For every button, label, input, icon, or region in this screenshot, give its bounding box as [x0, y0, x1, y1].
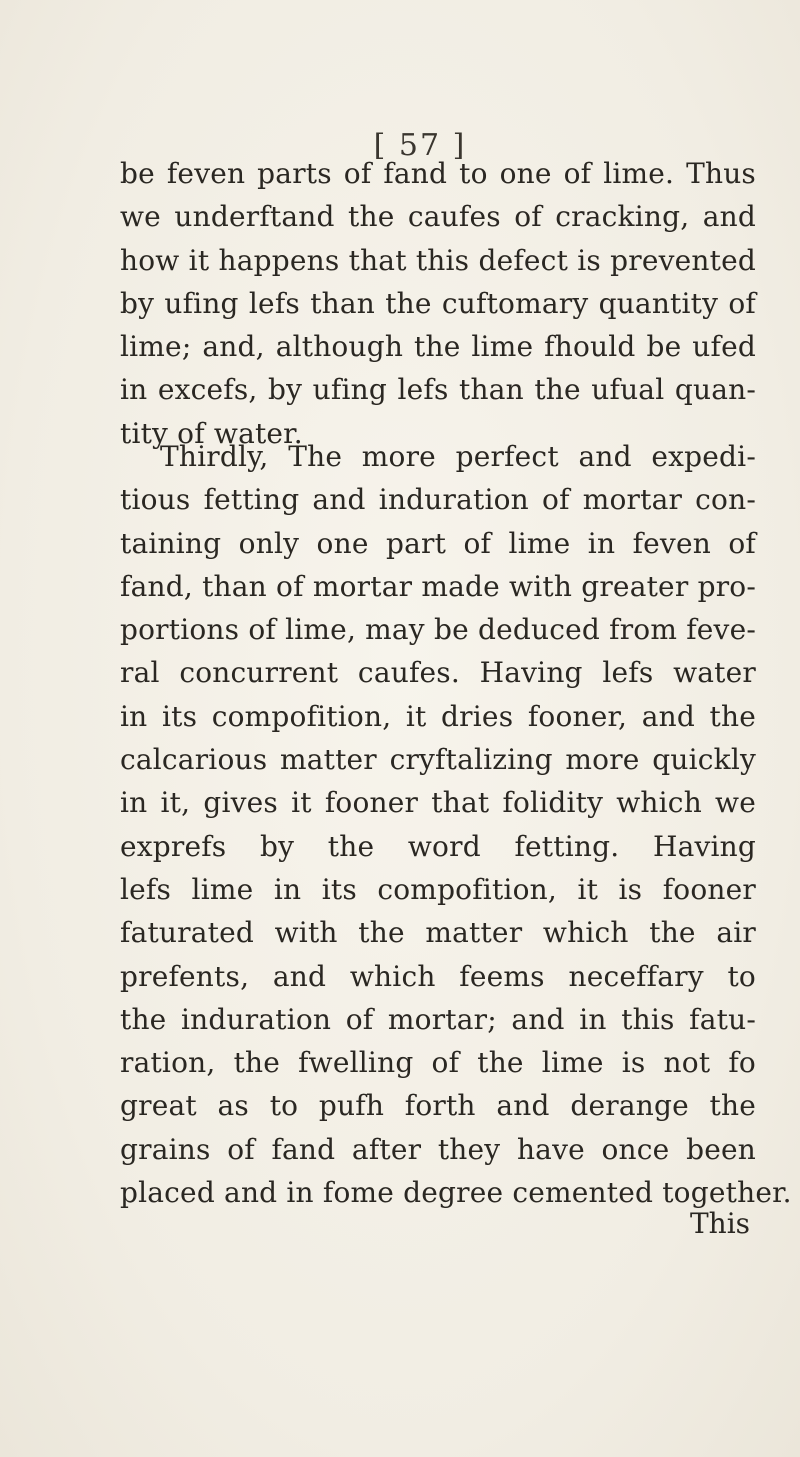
- text-line: exprefs by the word fetting. Having: [120, 829, 756, 863]
- text-line: Thirdly, The more perfect and expedi-: [160, 440, 756, 473]
- text-line: fand, than of mortar made with greater pro-: [120, 569, 756, 603]
- text-line: in it, gives it fooner that folidity which we: [120, 786, 756, 820]
- page-number: [ 57 ]: [373, 128, 467, 163]
- text-line: lime; and, although the lime fhould be ufed: [120, 330, 756, 364]
- text-line: how it happens that this defect is prevented: [120, 243, 756, 277]
- text-line: faturated with the matter which the air: [120, 916, 756, 950]
- text-line: in its compofition, it dries fooner, and the: [120, 699, 756, 733]
- text-line: great as to pufh forth and derange the: [120, 1089, 756, 1123]
- text-line: ral concurrent caufes. Having lefs water: [120, 656, 756, 690]
- text-line: be feven parts of fand to one of lime. Thus: [120, 157, 756, 190]
- text-line: ration, the fwelling of the lime is not fo: [120, 1046, 756, 1080]
- text-line: placed and in fome degree cemented together.: [120, 1176, 792, 1210]
- catchword: This: [690, 1207, 751, 1240]
- text-line: in excefs, by ufing lefs than the ufual quan-: [120, 373, 756, 407]
- text-line: tious fetting and induration of mortar con-: [120, 483, 756, 517]
- text-line: lefs lime in its compofition, it is fooner: [120, 872, 756, 906]
- text-line: taining only one part of lime in feven of: [120, 526, 756, 560]
- text-line: we underftand the caufes of cracking, and: [120, 200, 756, 234]
- text-line: portions of lime, may be deduced from feve-: [120, 613, 756, 647]
- paragraph-2: [120, 435, 792, 1214]
- text-line: the induration of mortar; and in this fatu-: [120, 1002, 756, 1036]
- text-line: tity of water.: [120, 416, 303, 450]
- paragraph-1: [120, 152, 756, 455]
- text-line: calcarious matter cryftalizing more quickly: [120, 743, 756, 777]
- text-line: prefents, and which feems neceffary to: [120, 959, 756, 993]
- text-line: by ufing lefs than the cuftomary quantity of: [120, 286, 756, 320]
- text-line: grains of fand after they have once been: [120, 1132, 756, 1166]
